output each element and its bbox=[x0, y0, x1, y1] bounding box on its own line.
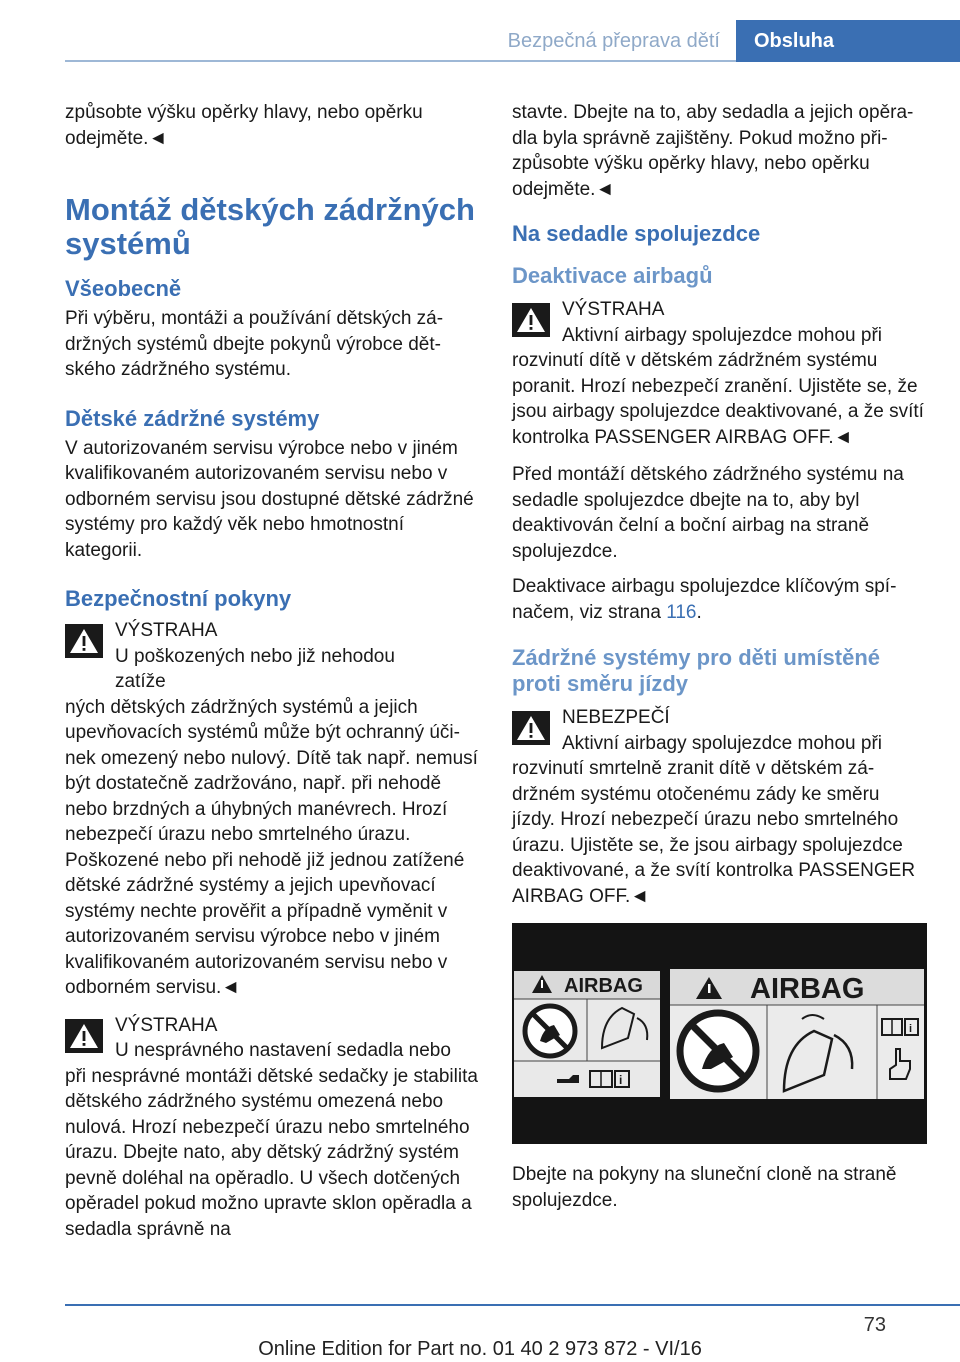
page-number: 73 bbox=[863, 1314, 886, 1336]
paragraph-general: Při výběru, montáži a používání dětských zádržných systémů dbejte pokynů výrobce dětského zádržného systému. bbox=[65, 308, 444, 380]
header-chapter-tab: Obsluha bbox=[736, 20, 960, 62]
warning-title: VÝSTRAHA bbox=[115, 1014, 218, 1036]
warning-first-line: U poškozených nebo již nehodou zatíže bbox=[115, 645, 395, 692]
svg-text:i: i bbox=[909, 1023, 913, 1035]
heading-airbag-deactivation: Deaktivace airbagů bbox=[512, 263, 713, 288]
small-label-text: AIRBAG bbox=[564, 975, 643, 997]
page-header bbox=[0, 0, 960, 62]
warning-triangle-icon bbox=[512, 711, 550, 745]
heading-rear-facing-restraints: Zádržné systémy pro děti umístěné proti směru jízdy bbox=[512, 645, 880, 696]
warning-block-2 bbox=[65, 1013, 479, 1243]
figure-caption: Dbejte na pokyny na sluneční cloně na straně spolujezdce. bbox=[512, 1164, 897, 1211]
airbag-label-illustration bbox=[512, 923, 927, 1144]
danger-title: NEBEZPEČÍ bbox=[562, 707, 670, 728]
warning-title: VÝSTRAHA bbox=[115, 620, 218, 641]
paragraph-before-installation: Před montáží dětského zádržného systému na sedadle spolujezdce dbejte na to, aby byl deaktivován čelní a boční airbag na straně spolujezdce. bbox=[512, 464, 904, 562]
header-section-title: Bezpečná přeprava dětí bbox=[507, 30, 720, 52]
warning-triangle-icon bbox=[65, 1019, 103, 1053]
right-intro: stavte. Dbejte na to, aby sedadla a jejich opěradla byla správně zajištěny. Pokud možno přizpůsobte výšku opěrky hlavy, nebo opěrku odejměte.◄ bbox=[512, 102, 914, 200]
warning-first-line: Aktivní airbagy spolujezdce mohou při bbox=[562, 732, 883, 754]
warning-triangle-icon bbox=[65, 624, 103, 658]
svg-text:i: i bbox=[619, 1073, 623, 1087]
left-column bbox=[65, 100, 479, 1254]
heading-child-restraint-installation: Montáž dětských zádržných systémů bbox=[65, 192, 475, 261]
warning-triangle-icon bbox=[512, 303, 550, 337]
heading-passenger-seat: Na sedadle spolujezdce bbox=[512, 221, 761, 246]
warning-first-line: Aktivní airbagy spolujezdce mohou při bbox=[562, 324, 883, 346]
warning-first-line: U nesprávného nastavení sedadla nebo bbox=[115, 1040, 451, 1061]
warning-body: rozvinutí smrtelně zranit dítě v dětském zádržném systému otočenému zády ke směru jízdy. Hrozí nebezpečí úrazu nebo smrtelného úrazu. Ujistěte se, že jsou airbagy spolujezdce deaktivované, a že svítí kontrolka PASSENGER AIRBAG OFF.◄ bbox=[512, 758, 916, 907]
footer-rule bbox=[65, 1304, 960, 1306]
left-intro: způsobte výšku opěrky hlavy, nebo opěrku odejměte.◄ bbox=[65, 102, 423, 149]
warning-block-4 bbox=[512, 705, 926, 909]
warning-block-3 bbox=[512, 297, 926, 450]
key-switch-text: Deaktivace airbagu spolujezdce klíčovým spínačem, viz strana bbox=[512, 576, 897, 623]
warning-block-1 bbox=[65, 618, 479, 1001]
heading-general: Všeobecně bbox=[65, 276, 182, 301]
right-column bbox=[512, 100, 926, 1223]
heading-child-restraint-systems: Dětské zádržné systémy bbox=[65, 405, 320, 431]
page-reference-link[interactable]: 116 bbox=[666, 601, 697, 623]
warning-body: při nesprávné montáži dětské sedačky je stabilita dětského zádržného systému omezená nebo nulová. Hrozí nebezpečí úrazu nebo smrtelného úrazu. Dbejte nato, aby dětský zádržný systém pevně doléhal na opěradlo. U všech dotčených opěradel pokud možno upravte sklon opěradla a sedadla správně na bbox=[65, 1065, 478, 1240]
warning-body: ných dětských zádržných systémů a jejich upevňovacích systémů může být ochranný účinek omezený nebo nulový. Dítě tak např. nemusí být dostatečně zadržováno, např. při nehodě nebo brzdných a úhybných manévrech. Hrozí nebezpečí úrazu nebo smrtelného úrazu. Poškozené nebo při nehodě již jednou zatížené dětské zádržné systémy a jejich upevňovací systémy nechte prověřit a případně vyměnit v autorizovaném servisu výrobce nebo v jiném kvalifikovaném autorizovaném servisu nebo v odborném servisu.◄ bbox=[65, 696, 478, 998]
footer-edition: Online Edition for Part no. 01 40 2 973 872 - VI/16 bbox=[258, 1338, 702, 1360]
warning-title: VÝSTRAHA bbox=[562, 299, 665, 320]
airbag-label-figure bbox=[512, 923, 927, 1144]
paragraph-key-switch bbox=[512, 574, 926, 625]
paragraph-systems: V autorizovaném servisu výrobce nebo v jiném kvalifikovaném autorizovaném servisu nebo v odborném servisu jsou dostupné dětské zádržné systémy pro každý věk nebo hmotnostní kategorii. bbox=[65, 437, 474, 561]
key-switch-end: . bbox=[696, 601, 702, 623]
warning-body: rozvinutí dítě v dětském zádržném systému poranit. Hrozí nebezpečí zranění. Ujistěte se, že jsou airbagy spolujezdce deaktivované, a že svítí kontrolka PASSENGER AIRBAG OFF.◄ bbox=[512, 350, 924, 448]
heading-safety-notes: Bezpečnostní pokyny bbox=[65, 586, 292, 611]
large-label-text: AIRBAG bbox=[750, 973, 865, 1005]
